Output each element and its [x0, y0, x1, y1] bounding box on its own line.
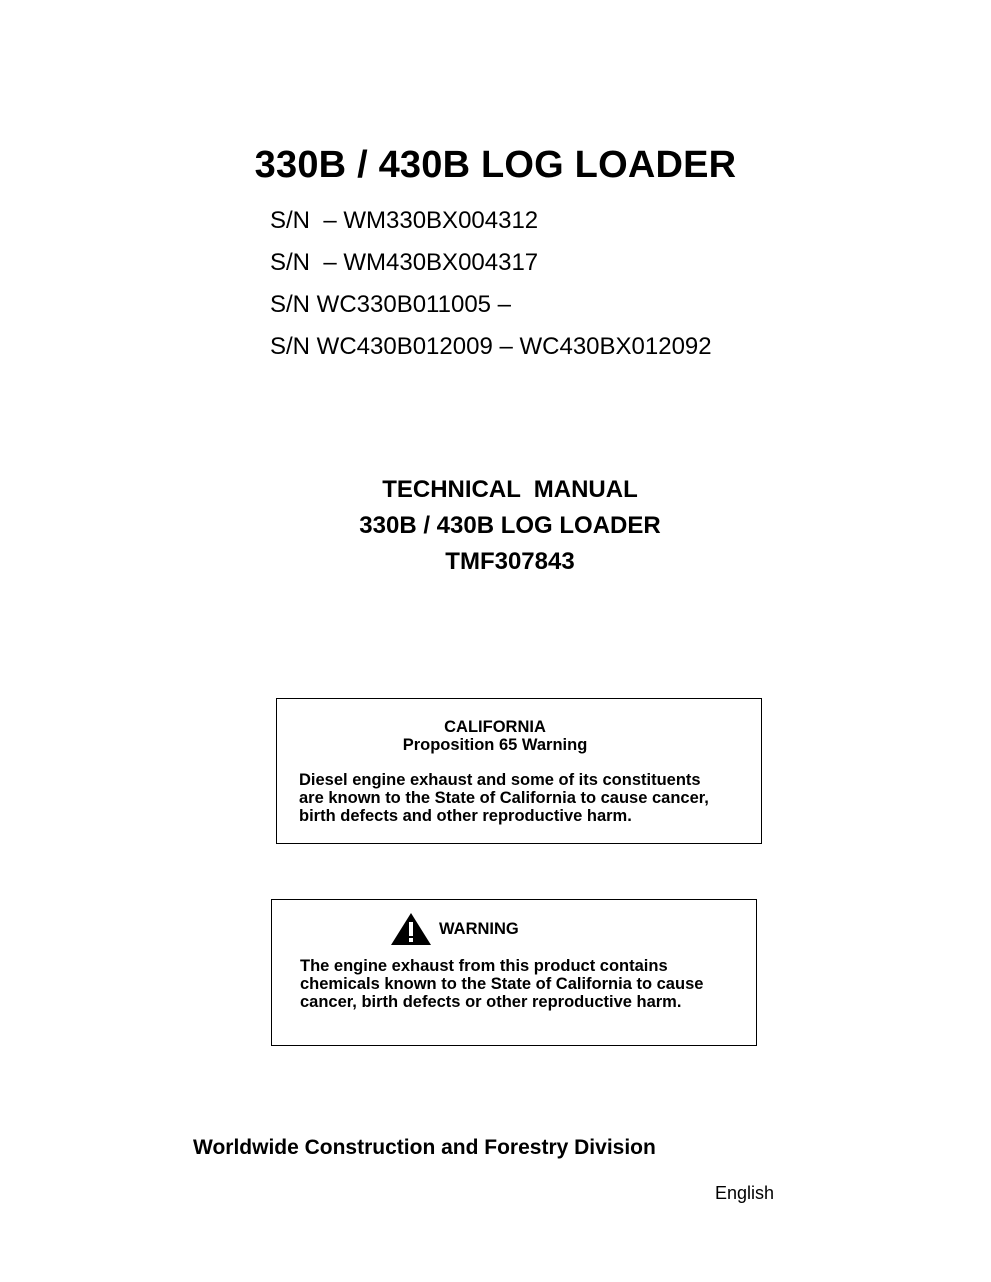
text-line: are known to the State of California to cause cancer, — [299, 789, 709, 807]
text-line: The engine exhaust from this product contains — [300, 957, 668, 975]
california-warning-text — [299, 771, 709, 825]
text-line: chemicals known to the State of California to cause — [300, 975, 704, 993]
serial-number: S/N – WM330BX004312 — [270, 207, 539, 234]
manual-number: TMF307843 — [445, 548, 575, 575]
language-label: English — [715, 1183, 775, 1203]
manual-heading — [0, 472, 991, 580]
document-title: 330B / 430B LOG LOADER — [254, 144, 737, 186]
manual-type: TECHNICAL MANUAL — [382, 476, 638, 503]
warning-text — [300, 957, 703, 1011]
engine-exhaust-warning-box — [271, 899, 757, 1046]
warning-triangle-icon — [390, 912, 432, 946]
manual-model: 330B / 430B LOG LOADER — [359, 512, 661, 539]
text-line: birth defects and other reproductive harm. — [299, 807, 632, 825]
division-name: Worldwide Construction and Forestry Division — [193, 1136, 656, 1159]
proposition-heading-line: Proposition 65 Warning — [402, 736, 588, 754]
text-line: Diesel engine exhaust and some of its constituents — [299, 771, 701, 789]
california-prop65-box — [276, 698, 762, 844]
california-heading — [277, 718, 713, 754]
california-heading-line: CALIFORNIA — [444, 718, 546, 736]
warning-label: WARNING — [439, 920, 519, 938]
serial-number: S/N – WM430BX004317 — [270, 249, 539, 276]
warning-heading — [390, 912, 519, 946]
serial-number: S/N WC330B011005 – — [270, 291, 512, 318]
serial-number: S/N WC430B012009 – WC430BX012092 — [270, 333, 712, 360]
serial-number-list — [270, 200, 712, 368]
text-line: cancer, birth defects or other reproductive harm. — [300, 993, 682, 1011]
